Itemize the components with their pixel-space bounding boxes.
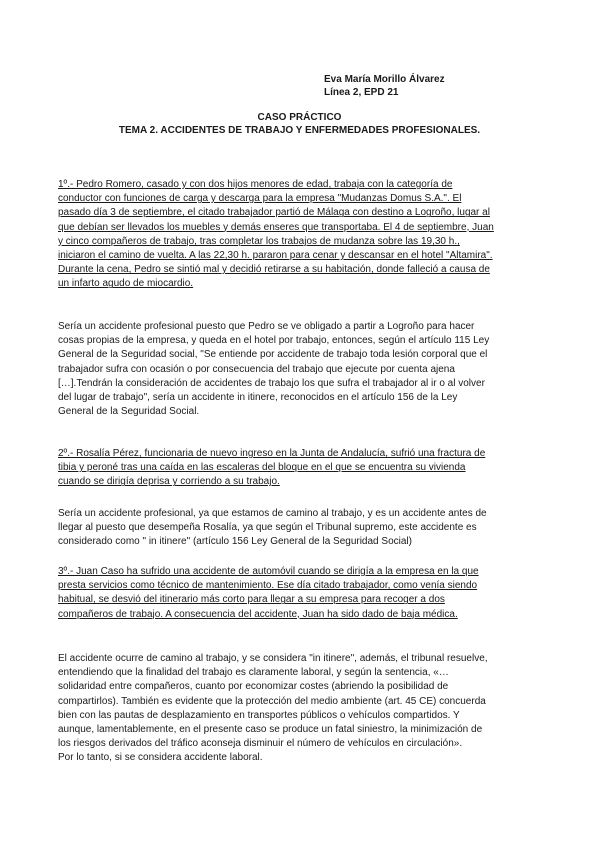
case-1-line: un infarto agudo de miocardio. — [58, 278, 194, 290]
case-2-line: cuando se dirigía deprisa y corriendo a su trabajo. — [58, 476, 280, 488]
heading-subtitle: TEMA 2. ACCIDENTES DE TRABAJO Y ENFERMEDADES PROFESIONALES. — [118, 125, 481, 136]
case-1-line: y cinco compañeros de trabajo, tras completar los trabajos de mudanza sobre las 19,30 h., — [58, 235, 460, 247]
answer-1-line: Sería un accidente profesional puesto que Pedro se ve obligado a partir a Logroño para hacer — [58, 321, 475, 332]
answer-3-line: Por lo tanto, si se considera accidente laboral. — [58, 752, 263, 764]
answer-1-line: General de la Seguridad social, "Se entiende por accidente de trabajo toda lesión corporal que el — [58, 349, 488, 361]
case-1-statement — [58, 178, 548, 292]
case-1-line: 1º.- Pedro Romero, casado y con dos hijos menores de edad, trabaja con la categoría de — [58, 179, 453, 190]
answer-2-line: Sería un accidente profesional, ya que estamos de camino al trabajo, y es un accidente antes de — [58, 508, 487, 519]
answer-1-line: trabajador sufra con ocasión o por consecuencia del trabajo que ejecute por cuenta ajena — [58, 363, 455, 375]
case-2-line: 2º.- Rosalía Pérez, funcionaria de nuevo ingreso en la Junta de Andalucía, sufrió una fractura de — [58, 448, 486, 459]
case-1-line: pasado día 3 de septiembre, el citado trabajador partió de Málaga con destino a Logroño, lugar al — [58, 207, 490, 219]
answer-3-line: entendiendo que la finalidad del trabajo es claramente laboral, y según la sentencia, «… — [58, 667, 449, 679]
answer-1-line: […].Tendrán la consideración de accidentes de trabajo los que sufra el trabajador al ir o al volver — [58, 377, 485, 389]
case-2-line: tibia y peroné tras una caída en las escaleras del bloque en el que se encuentra su vivienda — [58, 462, 466, 474]
case-3-line: habitual, se desvió del itinerario más corto para llegar a su empresa para recoger a dos — [58, 594, 445, 606]
case-3-answer — [58, 652, 548, 766]
heading-title: CASO PRÁCTICO — [257, 112, 342, 123]
answer-1-line: del lugar de trabajo", sería un accidente in itinere, reconocidos en el artículo 156 de la Ley — [58, 392, 458, 404]
case-3-statement — [58, 565, 548, 622]
author-block — [324, 73, 445, 99]
answer-3-line: bien con las pautas de desplazamiento en transportes públicos o vehículos compartidos. Y — [58, 709, 460, 721]
case-2-statement — [58, 447, 548, 490]
answer-3-line: solidaridad entre compañeros, cuanto por economizar costes (abriendo la posibilidad de — [58, 681, 449, 693]
answer-3-line: aunque, lamentablemente, en el presente caso se produce un fatal siniestro, la minimización de — [58, 724, 483, 736]
case-3-line: presta servicios como técnico de mantenimiento. Ese día citado trabajador, como venía siendo — [58, 580, 478, 592]
answer-2-line: llegar al puesto que desempeña Rosalía, ya que según el Tribunal supremo, este accidente es — [58, 522, 477, 534]
case-3-line: compañeros de trabajo. A consecuencia del accidente, Juan ha sido dado de baja médica. — [58, 608, 458, 620]
case-1-answer — [58, 320, 548, 419]
document-heading — [0, 111, 599, 137]
answer-1-line: cosas propias de la empresa, y queda en el hotel por trabajo, entonces, según el artículo 115 Ley — [58, 335, 490, 347]
answer-3-line: compartirlos). También es evidente que la protección del medio ambiente (art. 45 CE) concuerda — [58, 695, 486, 707]
answer-3-line: los riesgos derivados del tráfico aconseja disminuir el número de vehículos en circulación». — [58, 738, 463, 750]
author-group: Línea 2, EPD 21 — [324, 87, 399, 98]
case-1-line: iniciaron el camino de vuelta. A las 22,30 h. pararon para cenar y descansar en el hotel "Altamira". — [58, 250, 493, 262]
answer-2-line: considerado como " in itinere" (artículo 156 Ley General de la Seguridad Social) — [58, 536, 412, 548]
case-1-line: que debían ser llevados los muebles y demás enseres que transportaba. El 4 de septiembre, Juan — [58, 221, 494, 233]
answer-3-line: El accidente ocurre de camino al trabajo, y se considera "in itinere", además, el tribunal resuelve, — [58, 653, 488, 664]
case-1-line: conductor con funciones de carga y descarga para la empresa "Mudanzas Domus S.A.". El — [58, 193, 462, 205]
case-1-line: Durante la cena, Pedro se sintió mal y decidió retirarse a su habitación, donde falleció a causa de — [58, 264, 490, 276]
author-name: Eva María Morillo Álvarez — [324, 74, 445, 85]
case-3-line: 3º.- Juan Caso ha sufrido una accidente de automóvil cuando se dirigía a la empresa en la que — [58, 566, 479, 577]
answer-1-line: General de la Seguridad Social. — [58, 406, 200, 418]
case-2-answer — [58, 507, 548, 550]
